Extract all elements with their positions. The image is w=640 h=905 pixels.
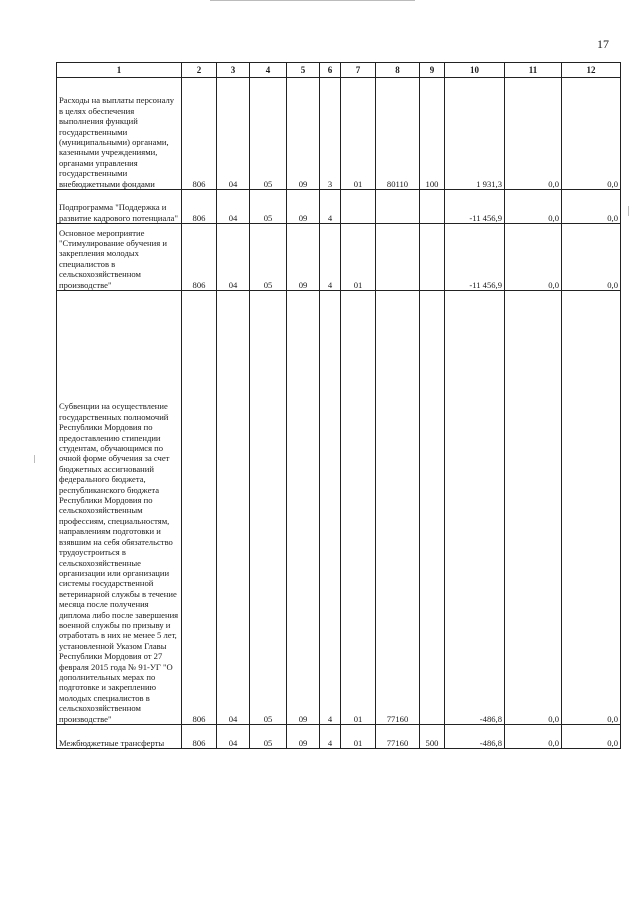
cell-c5: 09	[287, 725, 320, 749]
col-header-3: 3	[217, 63, 250, 78]
page-number: 17	[597, 37, 609, 51]
row-name: Расходы на выплаты персоналу в целях обеспечения выполнения функций государственными (муниципальными) органами, казенными учреждениями, органами управления государственными внебюджетными фондами	[57, 78, 182, 190]
scan-edge-mark	[210, 0, 415, 1]
cell-c9: 100	[420, 78, 445, 190]
row-name: Подпрограмма "Поддержка и развитие кадрового потенциала"	[57, 190, 182, 224]
scan-edge-mark	[34, 455, 35, 463]
cell-c6: 4	[320, 224, 341, 291]
cell-c12: 0,0	[562, 190, 621, 224]
col-header-10: 10	[445, 63, 505, 78]
cell-c7: 01	[341, 78, 376, 190]
row-name: Межбюджетные трансферты	[57, 725, 182, 749]
cell-c10: -11 456,9	[445, 190, 505, 224]
cell-c9	[420, 190, 445, 224]
scan-edge-mark	[628, 206, 629, 216]
cell-c3: 04	[217, 190, 250, 224]
cell-c6: 4	[320, 190, 341, 224]
cell-c2: 806	[182, 190, 217, 224]
cell-c2: 806	[182, 224, 217, 291]
cell-c6: 4	[320, 291, 341, 725]
cell-c7: 01	[341, 291, 376, 725]
cell-c4: 05	[250, 725, 287, 749]
col-header-4: 4	[250, 63, 287, 78]
col-header-11: 11	[505, 63, 562, 78]
cell-c8	[376, 224, 420, 291]
table-row	[57, 190, 621, 224]
cell-c4: 05	[250, 190, 287, 224]
cell-c11: 0,0	[505, 224, 562, 291]
cell-c2: 806	[182, 291, 217, 725]
header-row	[57, 63, 621, 78]
row-name: Основное мероприятие "Стимулирование обучения и закрепления молодых специалистов в сельскохозяйственном производстве"	[57, 224, 182, 291]
cell-c4: 05	[250, 78, 287, 190]
cell-c8: 77160	[376, 291, 420, 725]
table-row	[57, 78, 621, 190]
cell-c10: -11 456,9	[445, 224, 505, 291]
cell-c9	[420, 291, 445, 725]
col-header-12: 12	[562, 63, 621, 78]
budget-table	[56, 62, 621, 749]
cell-c3: 04	[217, 291, 250, 725]
cell-c3: 04	[217, 725, 250, 749]
row-name: Субвенции на осуществление государственных полномочий Республики Мордовия по предоставлению стипендии студентам, обучающимся по очной форме обучения за счет бюджетных ассигнований федерального бюджета, республиканского бюджета Республики Мордовия по сельскохозяйственным профессиям, специальностям, направлениям подготовки и взявшим на себя обязательство трудоустроиться в сельскохозяйственные организации или организации системы государственной ветеринарной службы в течение месяца после получения диплома либо после завершения военной службы по призыву и отработать в них не менее 5 лет, установленной Указом Главы Республики Мордовия от 27 февраля 2015 года № 91-УГ "О дополнительных мерах по подготовке и закреплению молодых специалистов в сельскохозяйственном производстве"	[57, 291, 182, 725]
cell-c2: 806	[182, 725, 217, 749]
cell-c3: 04	[217, 224, 250, 291]
cell-c12: 0,0	[562, 291, 621, 725]
col-header-7: 7	[341, 63, 376, 78]
cell-c7: 01	[341, 224, 376, 291]
cell-c5: 09	[287, 291, 320, 725]
col-header-2: 2	[182, 63, 217, 78]
cell-c12: 0,0	[562, 725, 621, 749]
cell-c10: -486,8	[445, 291, 505, 725]
cell-c4: 05	[250, 291, 287, 725]
cell-c12: 0,0	[562, 78, 621, 190]
cell-c11: 0,0	[505, 725, 562, 749]
cell-c8	[376, 190, 420, 224]
cell-c8: 80110	[376, 78, 420, 190]
cell-c3: 04	[217, 78, 250, 190]
table-row	[57, 224, 621, 291]
cell-c10: -486,8	[445, 725, 505, 749]
col-header-6: 6	[320, 63, 341, 78]
col-header-1: 1	[57, 63, 182, 78]
cell-c4: 05	[250, 224, 287, 291]
cell-c6: 4	[320, 725, 341, 749]
cell-c9: 500	[420, 725, 445, 749]
col-header-8: 8	[376, 63, 420, 78]
cell-c11: 0,0	[505, 190, 562, 224]
cell-c8: 77160	[376, 725, 420, 749]
cell-c12: 0,0	[562, 224, 621, 291]
cell-c7: 01	[341, 725, 376, 749]
cell-c10: 1 931,3	[445, 78, 505, 190]
cell-c5: 09	[287, 78, 320, 190]
col-header-5: 5	[287, 63, 320, 78]
cell-c7	[341, 190, 376, 224]
cell-c11: 0,0	[505, 78, 562, 190]
cell-c6: 3	[320, 78, 341, 190]
cell-c5: 09	[287, 190, 320, 224]
col-header-9: 9	[420, 63, 445, 78]
cell-c9	[420, 224, 445, 291]
table-row	[57, 725, 621, 749]
cell-c2: 806	[182, 78, 217, 190]
table-row	[57, 291, 621, 725]
cell-c5: 09	[287, 224, 320, 291]
cell-c11: 0,0	[505, 291, 562, 725]
